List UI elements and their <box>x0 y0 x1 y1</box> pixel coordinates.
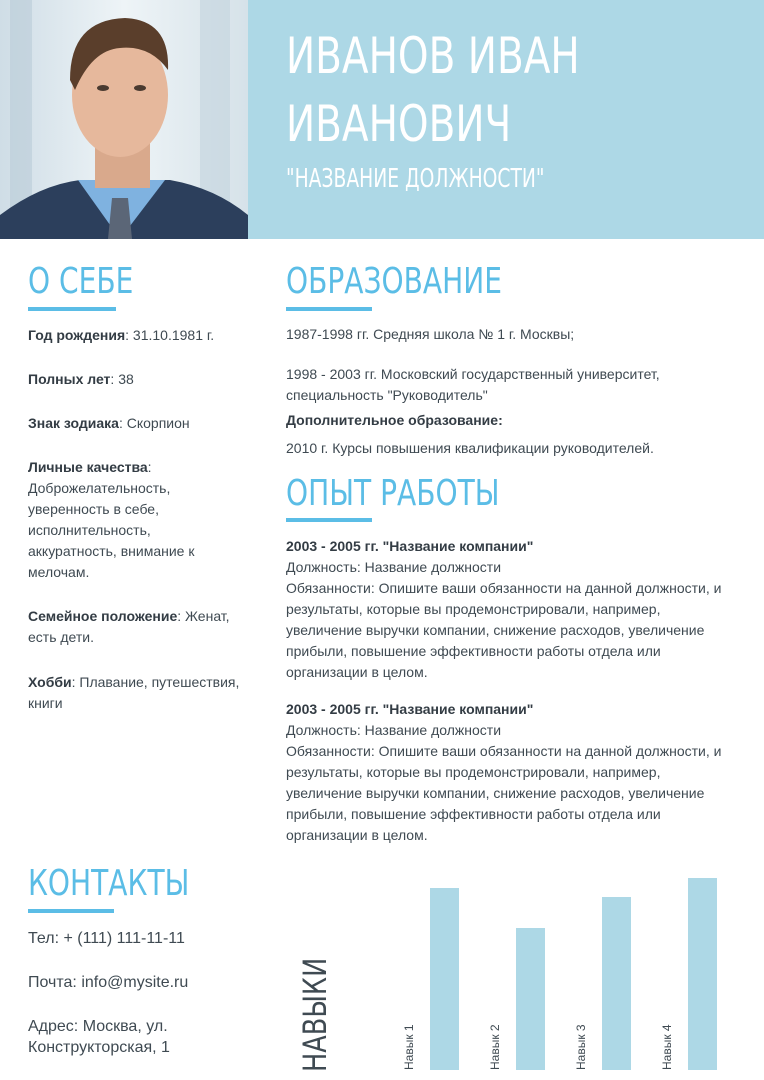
full-name <box>286 22 653 158</box>
education-courses: 2010 г. Курсы повышения квалификации руководителей. <box>286 440 654 456</box>
education-heading: ОБРАЗОВАНИЕ <box>286 261 502 302</box>
about-heading: О СЕБЕ <box>28 261 134 302</box>
contact-phone: Тел: + (111) 111-11-11 <box>28 930 185 947</box>
about-hobbies: Хобби: Плавание, путешествия, книги <box>28 674 240 711</box>
job-1-period: 2003 - 2005 гг. "Название компании" <box>286 538 534 554</box>
skill-bar-2 <box>516 928 545 1070</box>
job-title: "НАЗВАНИЕ ДОЛЖНОСТИ" <box>286 164 545 194</box>
job-1-position: Должность: Название должности <box>286 559 502 575</box>
education-underline <box>286 307 372 311</box>
about-qualities: Личные качества: Доброжелательность, уверенность в себе, исполнительность, аккуратность, внимание к мелочам. <box>28 459 195 580</box>
skill-bar-4 <box>688 878 717 1070</box>
job-2-period: 2003 - 2005 гг. "Название компании" <box>286 701 534 717</box>
contact-email: Почта: info@mysite.ru <box>28 974 189 991</box>
name-line-2: ИВАНОВИЧ <box>286 95 512 153</box>
about-zodiac: Знак зодиака: Скорпион <box>28 415 190 431</box>
experience-heading: ОПЫТ РАБОТЫ <box>286 473 500 514</box>
name-line-1: ИВАНОВ ИВАН <box>286 27 580 85</box>
education-school: 1987-1998 гг. Средняя школа № 1 г. Москвы; <box>286 326 575 342</box>
skills-heading: НАВЫКИ <box>296 957 334 1072</box>
about-age: Полных лет: 38 <box>28 371 134 387</box>
about-underline <box>28 307 116 311</box>
education-university: 1998 - 2003 гг. Московский государственный университет, специальность "Руководитель" <box>286 366 660 403</box>
portrait-image <box>0 0 248 239</box>
about-birthdate: Год рождения: 31.10.1981 г. <box>28 327 215 343</box>
job-1-duties: Обязанности: Опишите ваши обязанности на данной должности, и результаты, которые вы продемонстрировали, например, увеличение выручки компании, снижение расходов, увеличение прибыли, повышение эффективности работы отдела или организации в целом. <box>286 580 722 680</box>
contacts-underline <box>28 909 114 913</box>
skill-bar-1 <box>430 888 459 1070</box>
profile-photo <box>0 0 248 239</box>
skill-bar-3 <box>602 897 631 1070</box>
about-family: Семейное положение: Женат, есть дети. <box>28 608 230 645</box>
skill-label-2: Навык 2 <box>488 1024 502 1070</box>
skill-label-4: Навык 4 <box>660 1024 674 1070</box>
education-additional-label: Дополнительное образование: <box>286 412 503 428</box>
contacts-heading: КОНТАКТЫ <box>28 863 190 904</box>
skill-label-3: Навык 3 <box>574 1024 588 1070</box>
skill-label-1: Навык 1 <box>402 1024 416 1070</box>
job-2-position: Должность: Название должности <box>286 722 502 738</box>
job-entry-1 <box>286 536 726 683</box>
contact-address: Адрес: Москва, ул. Конструкторская, 1 <box>28 1018 170 1056</box>
job-2-duties: Обязанности: Опишите ваши обязанности на данной должности, и результаты, которые вы продемонстрировали, например, увеличение выручки компании, снижение расходов, увеличение прибыли, повышение эффективности работы отдела или организации в целом. <box>286 743 722 843</box>
experience-underline <box>286 518 372 522</box>
job-entry-2 <box>286 699 726 846</box>
